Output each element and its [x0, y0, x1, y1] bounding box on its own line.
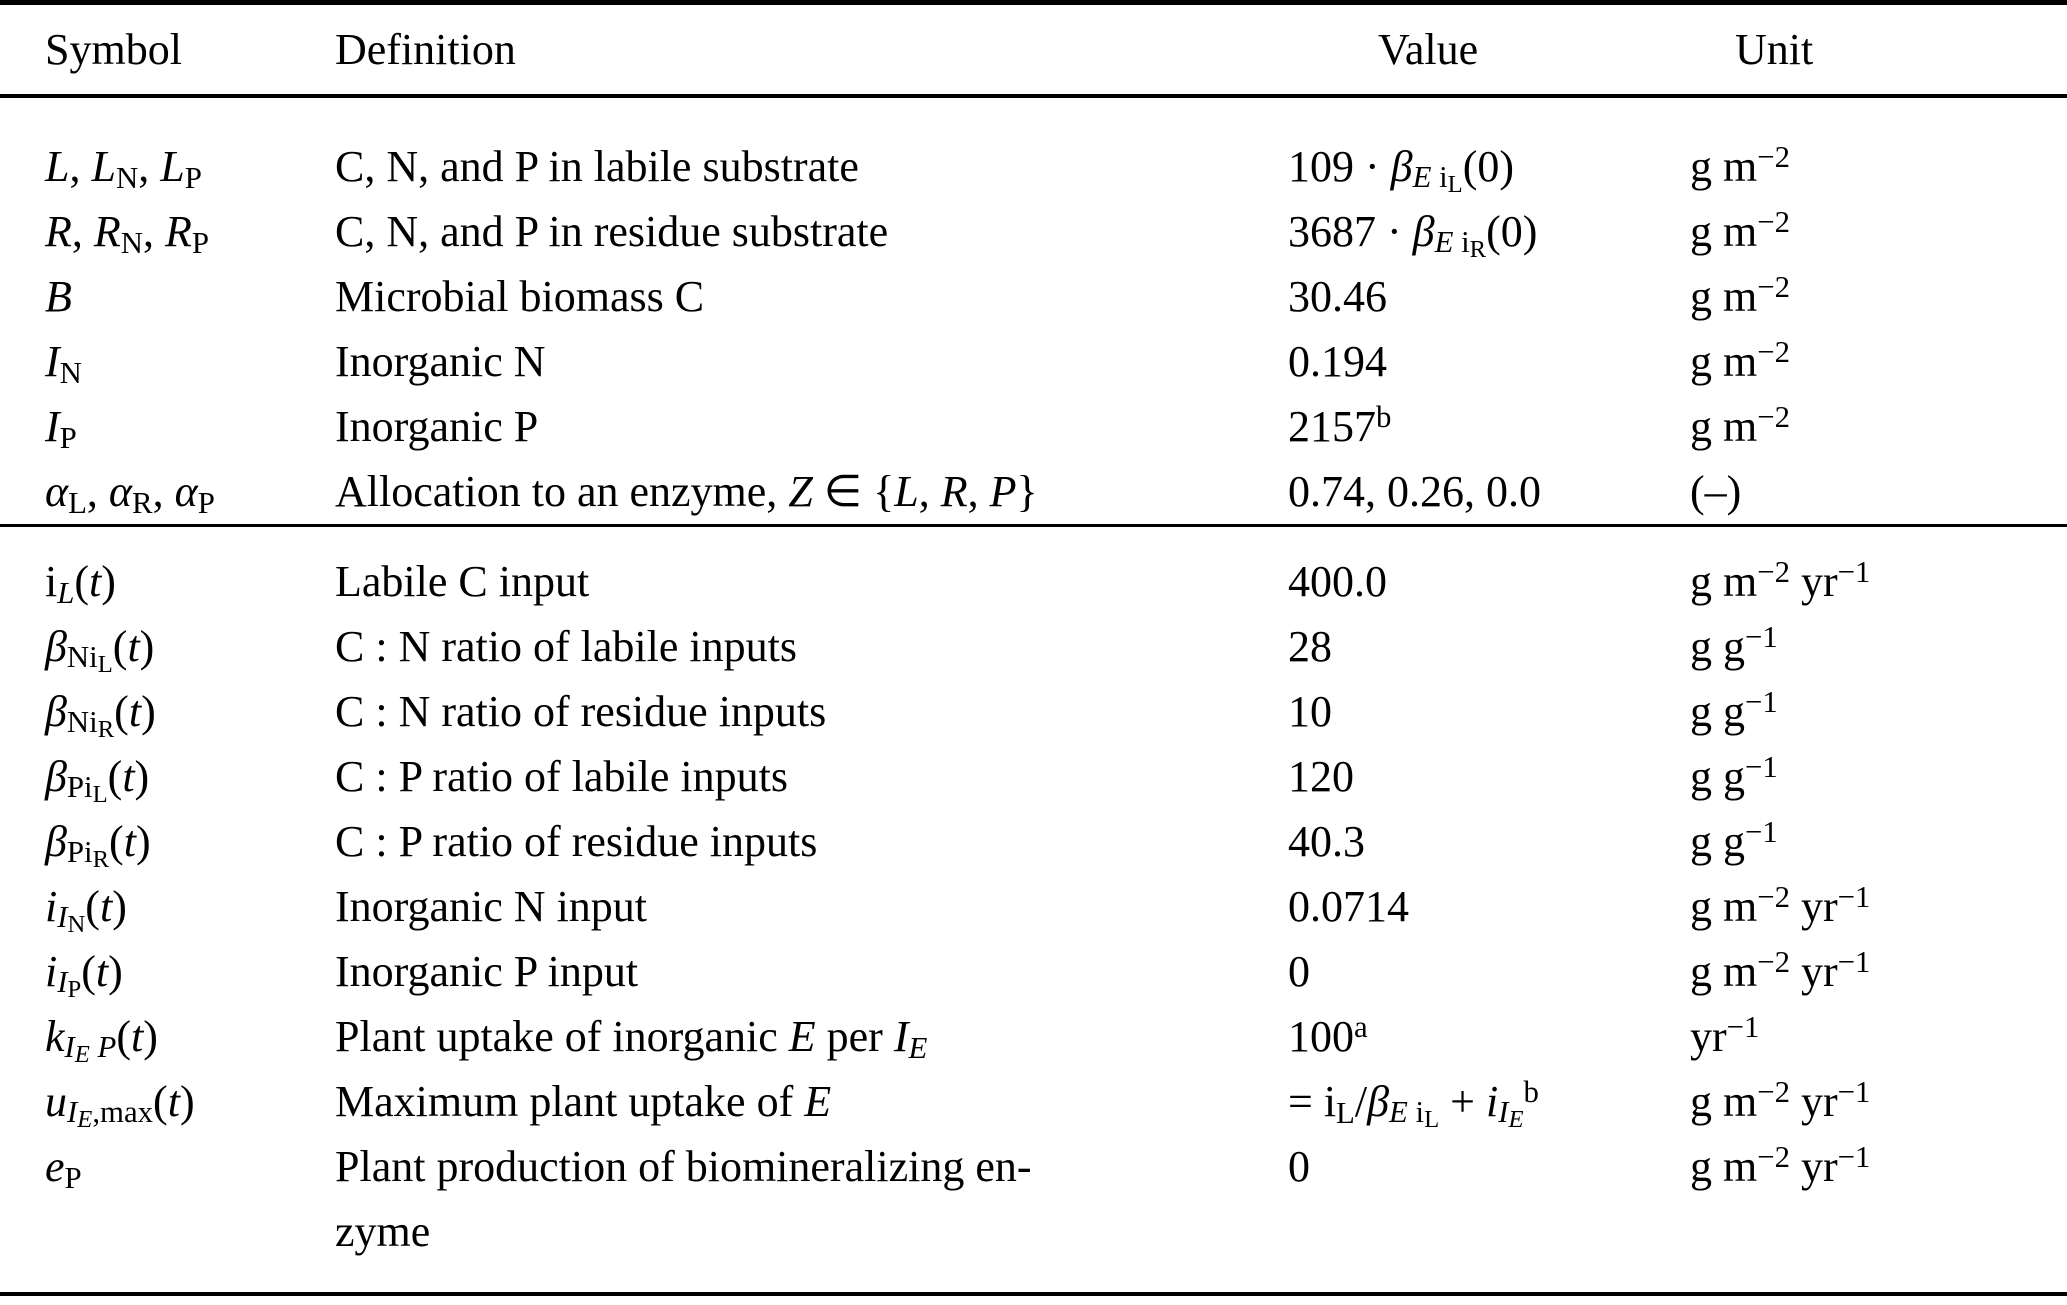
symbol-cell: $I_N$ — [45, 336, 82, 390]
symbol-cell: $\beta_{Ni_R}(t)$ — [45, 686, 156, 744]
value-cell: $109 \cdot \beta_{E i_L}(0)$ — [1288, 141, 1515, 199]
symbol-cell: B — [45, 271, 72, 321]
definition-cell: C : N ratio of residue inputs — [335, 686, 827, 736]
unit-cell: g $m^{-2}$ — [1690, 139, 1791, 191]
table-row — [0, 1004, 2067, 1069]
value-cell: 30.46 — [1288, 271, 1387, 321]
symbol-cell: $\beta_{Pi_R}(t)$ — [45, 816, 151, 874]
unit-cell: g $m^{-2}$ $yr^{-1}$ — [1690, 554, 1871, 606]
unit-cell: g $m^{-2}$ $yr^{-1}$ — [1690, 1139, 1871, 1191]
definition-cell: Plant uptake of inorganic E per $I_E$ — [335, 1011, 928, 1065]
value-cell: 120 — [1288, 751, 1354, 801]
unit-cell: g $m^{-2}$ — [1690, 204, 1791, 256]
value-cell: 0 — [1288, 946, 1310, 996]
symbol-cell: R, $R_N$, $R_P$ — [45, 206, 210, 260]
table-row — [0, 525, 2067, 614]
definition-cell: Labile C input — [335, 556, 590, 606]
table-row — [0, 809, 2067, 874]
symbol-cell: L, $L_N$, $L_P$ — [45, 141, 202, 195]
unit-cell: $yr^{-1}$ — [1690, 1009, 1760, 1061]
value-cell: 2157$^b$ — [1288, 399, 1392, 451]
definition-cell: Inorganic N — [335, 336, 546, 386]
table-row — [0, 394, 2067, 459]
unit-cell: g $m^{-2}$ — [1690, 399, 1791, 451]
symbol-cell: $k_{I_E P}(t)$ — [45, 1011, 158, 1069]
definition-cell: C, N, and P in labile substrate — [335, 141, 859, 191]
value-cell: = $i_L/\beta_{E i_L} + i_{I_E}^b$ — [1288, 1074, 1539, 1134]
table-row — [0, 679, 2067, 744]
definition-cell: Plant production of biomineralizing en- zyme — [335, 1141, 1032, 1256]
unit-cell: g $m^{-2}$ — [1690, 269, 1791, 321]
table-row — [0, 199, 2067, 264]
symbol-cell: $e_P$ — [45, 1141, 82, 1195]
value-cell: 10 — [1288, 686, 1332, 736]
table-row — [0, 874, 2067, 939]
definition-cell: Allocation to an enzyme, Z ∈ {L, R, P} — [335, 466, 1038, 516]
unit-cell: g $g^{-1}$ — [1690, 684, 1778, 736]
table-header — [0, 3, 2067, 96]
table-row — [0, 939, 2067, 1004]
value-cell: 100$^a$ — [1288, 1009, 1368, 1061]
value-cell: 0.194 — [1288, 336, 1387, 386]
header-unit: Unit — [1690, 3, 2067, 96]
unit-cell: g $m^{-2}$ $yr^{-1}$ — [1690, 1074, 1871, 1126]
definition-cell: Inorganic N input — [335, 881, 648, 931]
symbol-cell: $i_{I_N}(t)$ — [45, 881, 127, 939]
table-row — [0, 744, 2067, 809]
definition-cell: Microbial biomass C — [335, 271, 705, 321]
value-cell: 28 — [1288, 621, 1332, 671]
table-row — [0, 329, 2067, 394]
table-row — [0, 459, 2067, 526]
symbol-cell: $u_{I_E,max}(t)$ — [45, 1076, 195, 1134]
value-cell: 0.74, 0.26, 0.0 — [1288, 466, 1541, 516]
value-cell: $3687 \cdot \beta_{E i_R}(0)$ — [1288, 206, 1538, 264]
symbol-cell: $i_L(t)$ — [45, 556, 116, 610]
table-row — [0, 96, 2067, 199]
symbol-cell: $\beta_{Pi_L}(t)$ — [45, 751, 150, 809]
header-definition: Definition — [335, 3, 1288, 96]
table-row — [0, 264, 2067, 329]
symbol-cell: $\alpha_L$, $\alpha_R$, $\alpha_P$ — [45, 466, 215, 520]
table-section-state-variables — [0, 96, 2067, 526]
unit-cell: g $g^{-1}$ — [1690, 619, 1778, 671]
definition-cell: Inorganic P — [335, 401, 539, 451]
table-row — [0, 1069, 2067, 1134]
header-value: Value — [1288, 3, 1690, 96]
value-cell: 0 — [1288, 1141, 1310, 1191]
symbol-cell: $\beta_{Ni_L}(t)$ — [45, 621, 155, 679]
symbol-cell: $I_P$ — [45, 401, 77, 455]
definition-cell: C : P ratio of residue inputs — [335, 816, 818, 866]
definition-cell: C : N ratio of labile inputs — [335, 621, 797, 671]
unit-cell: g $g^{-1}$ — [1690, 814, 1778, 866]
table-row — [0, 1134, 2067, 1294]
unit-cell: g $m^{-2}$ — [1690, 334, 1791, 386]
unit-cell: g $g^{-1}$ — [1690, 749, 1778, 801]
table-section-inputs — [0, 525, 2067, 1294]
definition-cell: Inorganic P input — [335, 946, 639, 996]
definition-cell: Maximum plant uptake of E — [335, 1076, 832, 1126]
value-cell: 40.3 — [1288, 816, 1365, 866]
definition-cell: C : P ratio of labile inputs — [335, 751, 788, 801]
table-row — [0, 614, 2067, 679]
value-cell: 400.0 — [1288, 556, 1387, 606]
value-cell: 0.0714 — [1288, 881, 1409, 931]
unit-cell: g $m^{-2}$ $yr^{-1}$ — [1690, 944, 1871, 996]
symbol-cell: $i_{I_P}(t)$ — [45, 946, 123, 1004]
unit-cell: (–) — [1690, 466, 1742, 516]
header-symbol: Symbol — [0, 3, 335, 96]
unit-cell: g $m^{-2}$ $yr^{-1}$ — [1690, 879, 1871, 931]
definition-cell: C, N, and P in residue substrate — [335, 206, 889, 256]
header-row — [0, 3, 2067, 96]
